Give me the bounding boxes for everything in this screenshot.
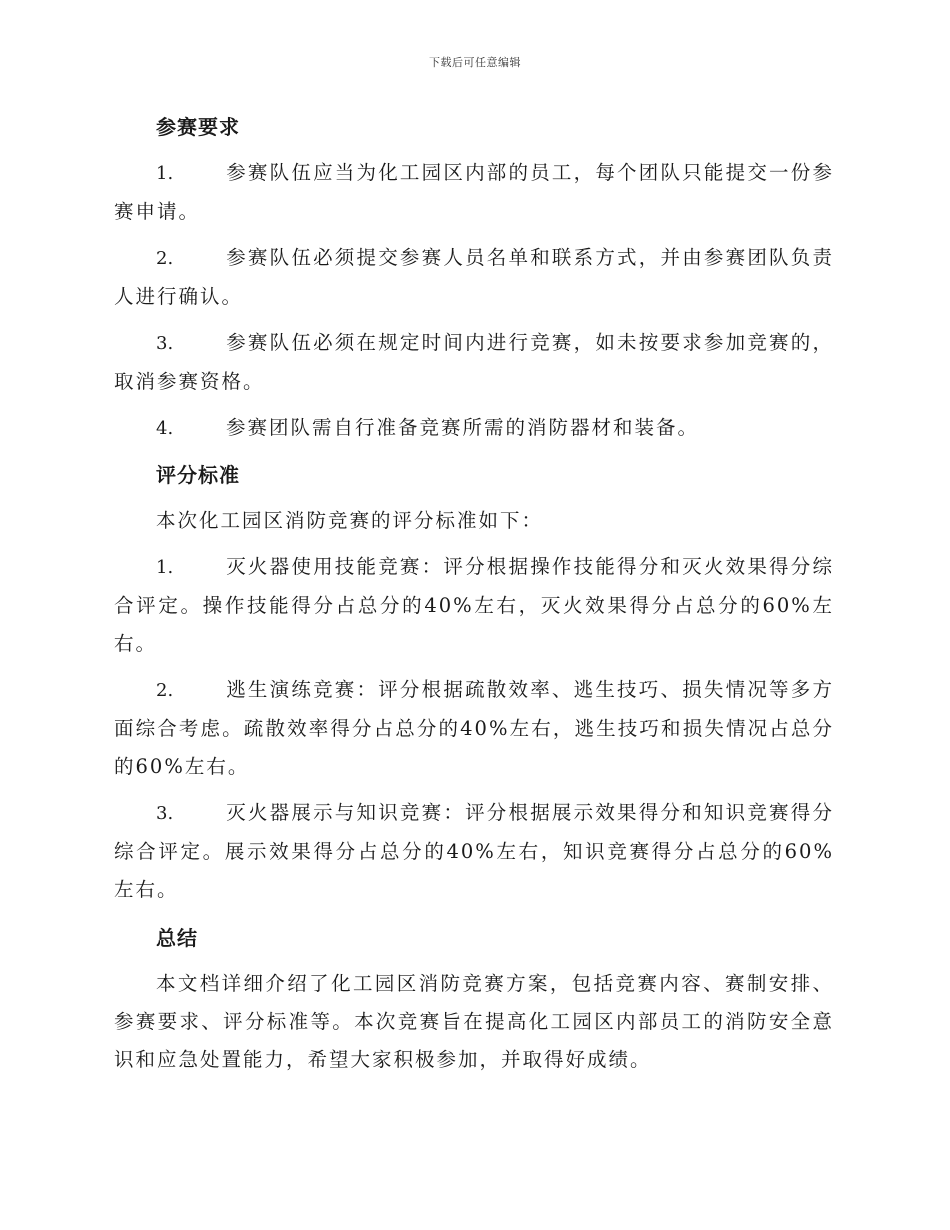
list-item [114, 671, 834, 786]
list-item-text: 灭火器展示与知识竞赛：评分根据展示效果得分和知识竞赛得分综合评定。展示效果得分占总分的40%左右，知识竞赛得分占总分的60%左右。 [114, 801, 834, 901]
list-item-number: 3. [156, 333, 174, 354]
list-item-number: 3. [156, 803, 174, 824]
list-item-text: 参赛队伍应当为化工园区内部的员工，每个团队只能提交一份参赛申请。 [114, 161, 834, 223]
header-note: 下载后可任意编辑 [429, 56, 521, 69]
list-item-number: 4. [156, 418, 174, 439]
list-item [114, 239, 834, 316]
list-item-number: 1. [156, 163, 174, 184]
section-heading-scoring: 评分标准 [156, 463, 240, 487]
list-item-text: 参赛队伍必须在规定时间内进行竞赛，如未按要求参加竞赛的，取消参赛资格。 [114, 331, 834, 393]
section-heading-requirements: 参赛要求 [156, 115, 240, 139]
section-heading-summary: 总结 [156, 926, 198, 950]
list-item-text: 参赛团队需自行准备竞赛所需的消防器材和装备。 [226, 416, 700, 439]
list-item-number: 1. [156, 557, 174, 578]
list-item-number: 2. [156, 248, 174, 269]
scoring-intro: 本次化工园区消防竞赛的评分标准如下： [156, 509, 544, 532]
document-body [114, 108, 834, 1079]
list-item-text: 参赛队伍必须提交参赛人员名单和联系方式，并由参赛团队负责人进行确认。 [114, 246, 834, 308]
list-item [114, 409, 834, 448]
list-item-number: 2. [156, 680, 174, 701]
summary-text: 本文档详细介绍了化工园区消防竞赛方案，包括竞赛内容、赛制安排、参赛要求、评分标准等。本次竞赛旨在提高化工园区内部员工的消防安全意识和应急处置能力，希望大家积极参加，并取得好成绩。 [114, 972, 834, 1071]
list-item [114, 324, 834, 401]
list-item [114, 548, 834, 663]
list-item-text: 逃生演练竞赛：评分根据疏散效率、逃生技巧、损失情况等多方面综合考虑。疏散效率得分占总分的40%左右，逃生技巧和损失情况占总分的60%左右。 [114, 678, 834, 778]
list-item-text: 灭火器使用技能竞赛：评分根据操作技能得分和灭火效果得分综合评定。操作技能得分占总分的40%左右，灭火效果得分占总分的60%左右。 [114, 555, 834, 655]
list-item [114, 794, 834, 909]
list-item [114, 154, 834, 231]
